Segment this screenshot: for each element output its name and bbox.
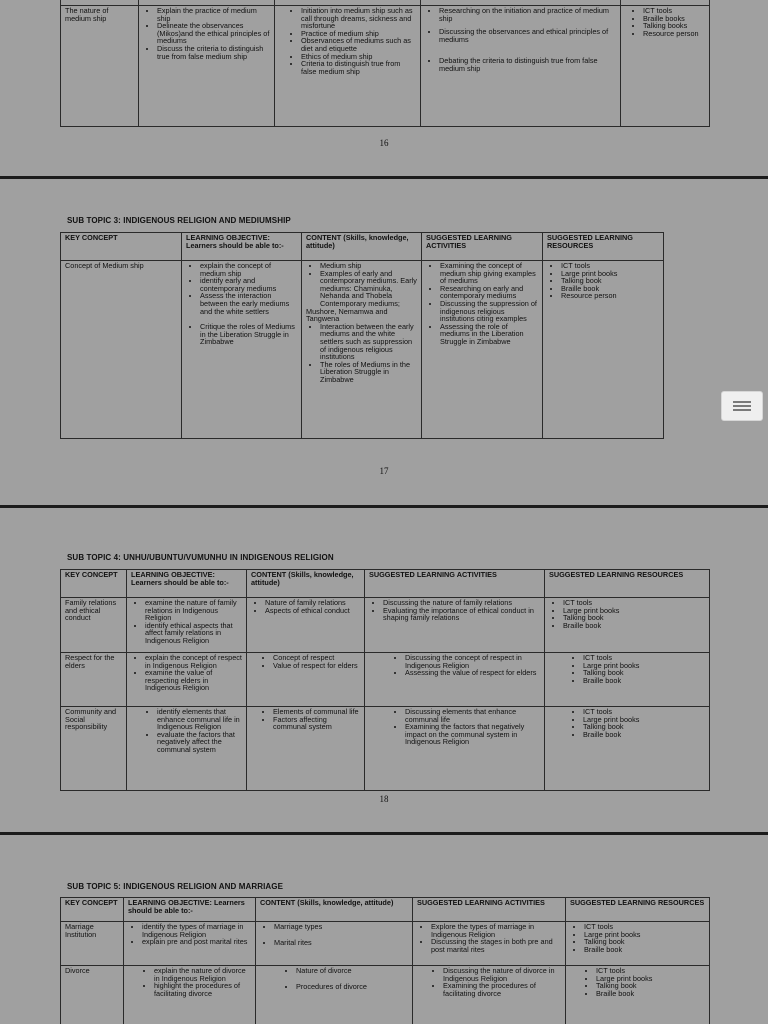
list-item: • examine the value of respecting elders in Indigenous Religion <box>145 669 243 692</box>
table-header-row <box>61 570 710 598</box>
document-page-17 <box>0 179 768 505</box>
reader-menu-button[interactable] <box>721 391 763 421</box>
key-concept-cell: The nature of medium ship <box>61 6 139 127</box>
list-item: • Evaluating the importance of ethical conduct in shaping family relations <box>383 607 541 622</box>
list-item: • Discussing the nature of divorce in Indigenous Religion <box>443 967 562 982</box>
content-cell <box>247 598 365 653</box>
curriculum-table-unhu <box>60 569 710 791</box>
objectives-cell <box>139 6 275 127</box>
curriculum-table-marriage <box>60 897 710 1024</box>
content-cell <box>275 6 421 127</box>
list-item: • ICT tools <box>561 262 660 270</box>
list-item: • Discussing elements that enhance communal life <box>405 708 541 723</box>
objectives-cell <box>127 707 247 791</box>
list-item: • Assess the interaction between the early mediums and the white settlers <box>200 292 298 315</box>
key-concept-cell: Marriage Institution <box>61 922 124 966</box>
list-item: • Large print books <box>583 716 706 724</box>
subtopic-title: SUB TOPIC 4: UNHU/UBUNTU/VUMUNHU IN INDIGENOUS RELIGION <box>67 553 334 562</box>
document-page-19 <box>0 835 768 1024</box>
column-header: CONTENT (Skills, knowledge, attitude) <box>256 898 413 922</box>
list-item: • ICT tools <box>563 599 706 607</box>
key-concept-cell: Concept of Medium ship <box>61 261 182 439</box>
key-concept-cell: Community and Social responsibility <box>61 707 127 791</box>
list-item: • Concept of respect <box>273 654 361 662</box>
list-item: • Large print books <box>563 607 706 615</box>
activities-cell <box>421 6 621 127</box>
list-item: • ICT tools <box>596 967 706 975</box>
objectives-cell <box>127 598 247 653</box>
column-header: SUGGESTED LEARNING RESOURCES <box>543 233 664 261</box>
list-item: • identify ethical aspects that affect family relations in Indigenous Religion <box>145 622 243 645</box>
list-item: • Interaction between the early mediums and the white settlers such as suppression of indigenous religious institutions <box>320 323 418 361</box>
resources-cell <box>545 653 710 707</box>
activities-cell <box>365 598 545 653</box>
key-concept-cell: Divorce <box>61 966 124 1024</box>
list-item: • Examples of early and contemporary mediums. Early mediums: Chaminuka, Nehanda and Thobela Contemporary mediums; <box>320 270 418 308</box>
column-header: KEY CONCEPT <box>61 233 182 261</box>
list-item: • Medium ship <box>320 262 418 270</box>
activities-cell <box>365 653 545 707</box>
list-item: • explain the concept of respect in Indigenous Religion <box>145 654 243 669</box>
list-item: • Criteria to distinguish true from false medium ship <box>301 60 417 75</box>
list-item: • ICT tools <box>583 654 706 662</box>
list-item: • Value of respect for elders <box>273 662 361 670</box>
list-item: • ICT tools <box>583 708 706 716</box>
list-item: • Marital rites <box>274 939 409 947</box>
list-item: • Aspects of ethical conduct <box>265 607 361 615</box>
list-item: • Observances of mediums such as diet and etiquette <box>301 37 417 52</box>
list-item: • Braille books <box>643 15 706 23</box>
list-item: • explain pre and post marital rites <box>142 938 252 946</box>
list-item: • Talking book <box>583 669 706 677</box>
list-item: • Discuss the criteria to distinguish true from false medium ship <box>157 45 271 60</box>
list-item: • The roles of Mediums in the Liberation Struggle in Zimbabwe <box>320 361 418 384</box>
objectives-cell <box>182 261 302 439</box>
list-item: • Resource person <box>561 292 660 300</box>
column-header: CONTENT (Skills, knowledge, attitude) <box>247 570 365 598</box>
content-cell <box>256 922 413 966</box>
column-header: SUGGESTED LEARNING ACTIVITIES <box>413 898 566 922</box>
list-item: • highlight the procedures of facilitating divorce <box>154 982 252 997</box>
column-header: CONTENT (Skills, knowledge, attitude) <box>302 233 422 261</box>
objectives-cell <box>124 922 256 966</box>
subtopic-title: SUB TOPIC 3: INDIGENOUS RELIGION AND MEDIUMSHIP <box>67 216 291 225</box>
list-item: • Large print books <box>596 975 706 983</box>
list-item: • Talking books <box>643 22 706 30</box>
activities-cell <box>422 261 543 439</box>
list-item: • Examining the concept of medium ship giving examples of mediums <box>440 262 539 285</box>
table-row <box>61 6 710 127</box>
content-cell <box>247 707 365 791</box>
list-item: • explain the concept of medium ship <box>200 262 298 277</box>
objectives-cell <box>127 653 247 707</box>
resources-cell <box>543 261 664 439</box>
subtopic-title: SUB TOPIC 5: INDIGENOUS RELIGION AND MARRIAGE <box>67 882 284 891</box>
column-header: LEARNING OBJECTIVE: Learners should be able to:- <box>127 570 247 598</box>
list-item: • Initiation into medium ship such as call through dreams, sickness and misfortune <box>301 7 417 30</box>
list-item: • Elements of communal life <box>273 708 361 716</box>
resources-cell <box>545 598 710 653</box>
list-item: • Talking book <box>596 982 706 990</box>
table-row <box>61 707 710 791</box>
resources-cell <box>566 966 710 1024</box>
list-item: • Researching on early and contemporary mediums <box>440 285 539 300</box>
list-item: • Examining the factors that negatively impact on the communal system in Indigenous Religion <box>405 723 541 746</box>
content-cell <box>247 653 365 707</box>
list-item: • identify early and contemporary mediums <box>200 277 298 292</box>
list-item: • ICT tools <box>643 7 706 15</box>
list-item: • Factors affecting communal system <box>273 716 361 731</box>
list-item: • Critique the roles of Mediums in the Liberation Struggle in Zimbabwe <box>200 323 298 346</box>
activities-cell <box>413 966 566 1024</box>
table-header-row <box>61 898 710 922</box>
table-row <box>61 598 710 653</box>
table-row <box>61 653 710 707</box>
table-row <box>61 261 664 439</box>
list-item: • Talking book <box>561 277 660 285</box>
list-item: • Large print books <box>583 662 706 670</box>
column-header: SUGGESTED LEARNING RESOURCES <box>545 570 710 598</box>
list-item: • Procedures of divorce <box>296 983 409 991</box>
list-item: • evaluate the factors that negatively affect the communal system <box>157 731 243 754</box>
activities-cell <box>413 922 566 966</box>
column-header: LEARNING OBJECTIVE: Learners should be able to:- <box>182 233 302 261</box>
resources-cell <box>621 6 710 127</box>
column-header: SUGGESTED LEARNING ACTIVITIES <box>422 233 543 261</box>
column-header: KEY CONCEPT <box>61 898 124 922</box>
curriculum-table-mediumship <box>60 232 664 439</box>
column-header: SUGGESTED LEARNING RESOURCES <box>566 898 710 922</box>
list-item: • examine the nature of family relations in Indigenous Religion <box>145 599 243 622</box>
list-item: • Assessing the value of respect for elders <box>405 669 541 677</box>
list-item: • identify elements that enhance communal life in Indigenous Religion <box>157 708 243 731</box>
content-cell <box>302 261 422 439</box>
list-item: • Braille book <box>583 731 706 739</box>
list-item: • Talking book <box>563 614 706 622</box>
key-concept-cell: Respect for the elders <box>61 653 127 707</box>
list-item: • Large print books <box>561 270 660 278</box>
cell-text: Mushore, Nemamwa and Tangwena <box>306 306 388 324</box>
key-concept-cell: Family relations and ethical conduct <box>61 598 127 653</box>
list-item: • Discussing the concept of respect in Indigenous Religion <box>405 654 541 669</box>
page-number: 17 <box>379 466 389 476</box>
table-row <box>61 922 710 966</box>
resources-cell <box>566 922 710 966</box>
table-row <box>61 966 710 1024</box>
list-item: • Nature of family relations <box>265 599 361 607</box>
list-item: • Talking book <box>584 938 706 946</box>
list-item: • Nature of divorce <box>296 967 409 975</box>
list-item: • identify the types of marriage in Indigenous Religion <box>142 923 252 938</box>
column-header: SUGGESTED LEARNING ACTIVITIES <box>365 570 545 598</box>
column-header: LEARNING OBJECTIVE: Learners should be able to:- <box>124 898 256 922</box>
list-item: • Ethics of medium ship <box>301 53 417 61</box>
list-item: • Practice of medium ship <box>301 30 417 38</box>
column-header: KEY CONCEPT <box>61 570 127 598</box>
list-item: • Discussing the suppression of indigenous religious institutions citing examples <box>440 300 539 323</box>
list-item: • Discussing the nature of family relations <box>383 599 541 607</box>
list-item: • Discussing the stages in both pre and post marital rites <box>431 938 562 953</box>
document-page-16 <box>0 0 768 176</box>
table-header-row <box>61 233 664 261</box>
page-number: 16 <box>379 138 389 148</box>
list-item: • Braille book <box>561 285 660 293</box>
list-item: • Marriage types <box>274 923 409 931</box>
list-item: • Braille book <box>596 990 706 998</box>
list-item: • Examining the procedures of facilitating divorce <box>443 982 562 997</box>
list-item: • explain the nature of divorce in Indigenous Religion <box>154 967 252 982</box>
list-item: • Discussing the observances and ethical principles of mediums <box>439 28 617 43</box>
curriculum-table-mediumship-continued <box>60 0 710 127</box>
list-item: • Assessing the role of mediums in the Liberation Struggle in Zimbabwe <box>440 323 539 346</box>
list-item: • Delineate the observances (Mikos)and the ethical principles of mediums <box>157 22 271 45</box>
list-item: • Large print books <box>584 931 706 939</box>
resources-cell <box>545 707 710 791</box>
list-item: • ICT tools <box>584 923 706 931</box>
list-item: • Braille book <box>583 677 706 685</box>
page-number: 18 <box>379 794 389 804</box>
list-item: • Braille book <box>584 946 706 954</box>
list-item: • Talking book <box>583 723 706 731</box>
objectives-cell <box>124 966 256 1024</box>
list-item: • Resource person <box>643 30 706 38</box>
content-cell <box>256 966 413 1024</box>
list-item: • Researching on the initiation and practice of medium ship <box>439 7 617 22</box>
list-item: • Explore the types of marriage in Indigenous Religion <box>431 923 562 938</box>
list-item: • Explain the practice of medium ship <box>157 7 271 22</box>
list-item: • Debating the criteria to distinguish true from false medium ship <box>439 57 617 72</box>
activities-cell <box>365 707 545 791</box>
list-item: • Braille book <box>563 622 706 630</box>
document-page-18 <box>0 508 768 832</box>
